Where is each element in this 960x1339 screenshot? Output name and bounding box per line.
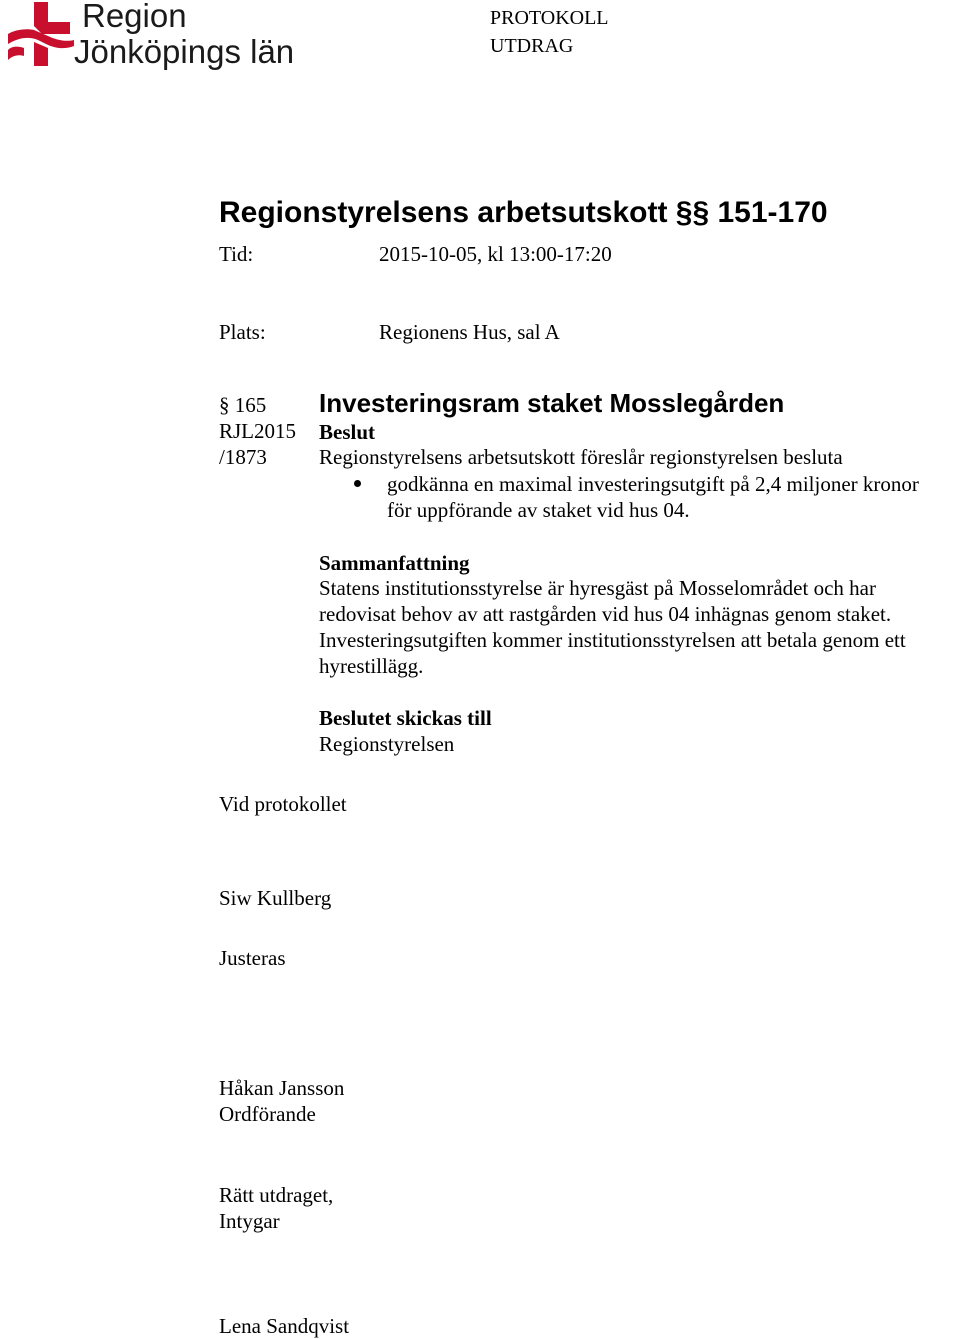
region-logo-mark — [4, 0, 78, 70]
place-value: Regionens Hus, sal A — [379, 320, 560, 344]
summary-line: Statens institutionsstyrelse är hyresgäst på Mosselområdet och har — [319, 576, 876, 600]
sent-to-value: Regionstyrelsen — [319, 732, 455, 756]
decision-bullet-line2: för uppförande av staket vid hus 04. — [387, 498, 690, 522]
recorded-label: Vid protokollet — [219, 792, 347, 816]
summary-line: redovisat behov av att rastgården vid hus 04 inhägnas genom staket. — [319, 602, 892, 626]
diary-number-line1: RJL2015 — [219, 419, 297, 443]
certifier-name: Lena Sandqvist — [219, 1314, 350, 1338]
paragraph-number: § 165 — [219, 393, 267, 417]
place-label: Plats: — [219, 320, 266, 344]
region-logo — [4, 0, 304, 78]
sent-to-heading: Beslutet skickas till — [319, 706, 492, 730]
summary-line: hyrestillägg. — [319, 654, 424, 678]
certified-line1: Rätt utdraget, — [219, 1183, 334, 1207]
doc-type-protokoll: PROTOKOLL — [490, 7, 609, 29]
time-value: 2015-10-05, kl 13:00-17:20 — [379, 242, 612, 266]
summary-heading: Sammanfattning — [319, 551, 470, 575]
item-heading: Investeringsram staket Mosslegården — [319, 388, 785, 418]
decision-intro: Regionstyrelsens arbetsutskott föreslår regionstyrelsen besluta — [319, 445, 843, 469]
diary-number-line2: /1873 — [219, 445, 267, 469]
logo-text-county: Jönköpings län — [74, 33, 295, 70]
bullet-dot — [354, 480, 361, 487]
logo-text-region: Region — [82, 0, 187, 34]
decision-heading: Beslut — [319, 420, 376, 444]
meeting-title: Regionstyrelsens arbetsutskott §§ 151-170 — [219, 196, 828, 229]
doc-type-utdrag: UTDRAG — [490, 35, 574, 57]
adjusted-label: Justeras — [219, 946, 286, 970]
time-label: Tid: — [219, 242, 254, 266]
certified-line2: Intygar — [219, 1209, 280, 1233]
secretary-name: Siw Kullberg — [219, 886, 332, 910]
chair-role: Ordförande — [219, 1102, 316, 1126]
chair-name: Håkan Jansson — [219, 1076, 345, 1100]
decision-bullet-line1: godkänna en maximal investeringsutgift på 2,4 miljoner kronor — [387, 472, 919, 496]
summary-line: Investeringsutgiften kommer institutionsstyrelsen att betala genom ett — [319, 628, 906, 652]
